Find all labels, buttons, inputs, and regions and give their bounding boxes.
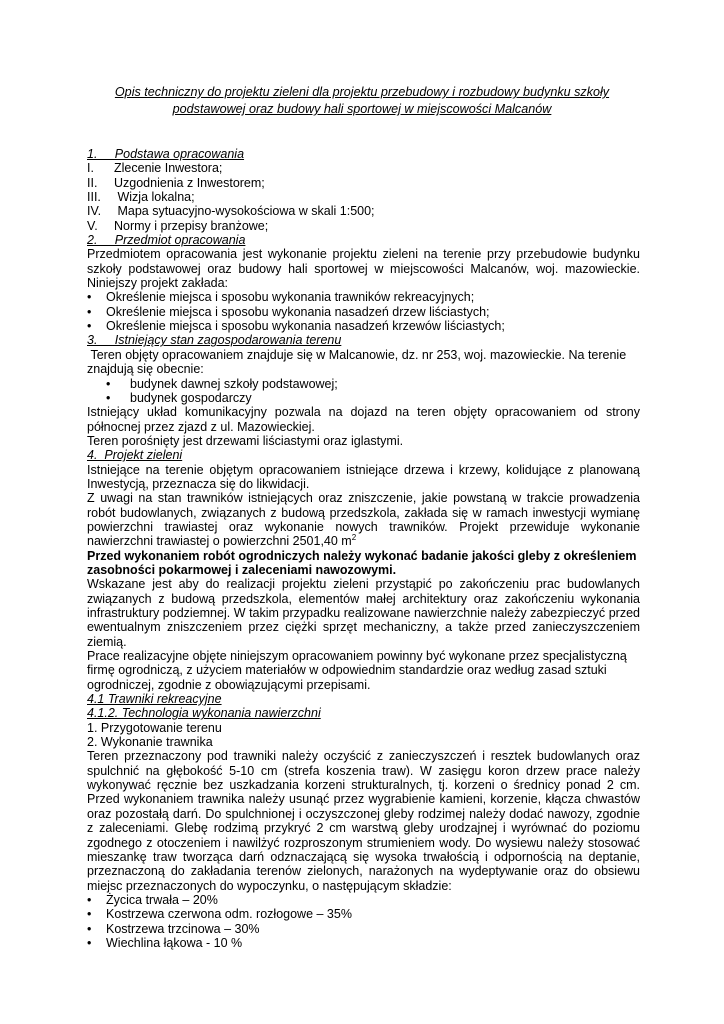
list-item <box>87 161 640 175</box>
list-item <box>87 219 640 233</box>
list-item <box>87 305 640 319</box>
section-3-paragraph: Teren objęty opracowaniem znajduje się w Malcanowie, dz. nr 253, woj. mazowieckie. Na terenie znajdują się obecnie: <box>87 347 630 377</box>
list-item <box>87 893 640 907</box>
bullet-icon: • <box>106 390 111 405</box>
list-text: budynek gospodarczy <box>130 390 252 405</box>
list-text: Wiechlina łąkowa - 10 % <box>106 935 243 950</box>
section-4-paragraph-1: Istniejące na terenie objętym opracowaniem istniejące drzewa i krzewy, kolidujące z planowaną Inwestycją, przeznacza się do likwidacji. <box>87 462 640 491</box>
list-item <box>87 922 640 936</box>
section-4-1-paragraph: Teren przeznaczony pod trawniki należy oczyścić z zanieczyszczeń i resztek budowlanych oraz spulchnić na głębokość 5-10 cm (strefa koszenia traw). W zasięgu koron drzew prace należy wykonywać ręcznie bez uszkadzania korzeni strukturalnych, tj. korzeni o średnicy ponad 2 cm. Przed wykonaniem trawnika należy usunąć przez wygrabienie kamieni, korzenie, kłącza chwastów oraz pozostałą darń. Do spulchnionej i oczyszczonej gleby rodzimej należy dodać nawozy, zgodnie z zaleceniami. Glebę rodzimą przykryć 2 cm warstwą gleby urodzajnej i wyrównać do poziomu zgodnego z otoczeniem i nawilżyć rozproszonym strumieniem wody. Do wysiewu należy stosować mieszankę traw tworząca darń odznaczającą się wysoka trwałością i odpornością na deptanie, przeznaczoną do zakładania terenów zielonych, narażonych na wydeptywanie oraz do obsiewu miejsc przeznaczonych do wypoczynku, o następującym składzie: <box>87 749 640 893</box>
title-line-1: Opis techniczny do projektu zieleni dla projektu przebudowy i rozbudowy budynku szkoły <box>114 85 610 99</box>
section-4-paragraph-4: Prace realizacyjne objęte niniejszym opracowaniem powinny być wykonane przez specjalistyczną firmę ogrodniczą, z użyciem materiałów w odpowiednim standardzie oraz według zasad sztuki ogrodniczej, zgodnie z obowiązującymi przepisami. <box>87 649 627 692</box>
section-4-1-2-heading: 4.1.2. Technologia wykonania nawierzchni <box>87 706 321 721</box>
list-item <box>87 907 640 921</box>
section-2-heading: 2. Przedmiot opracowania <box>87 233 246 248</box>
list-text: Uzgodnienia z Inwestorem; <box>114 175 265 190</box>
section-4-paragraph-3: Wskazane jest aby do realizacji projektu zieleni przystąpić po zakończeniu prac budowlanych związanych z budową przedszkola, elementów małej architektury oraz zakończeniu wykonania infrastruktury podziemnej. W takim przypadku realizowane nawierzchnie należy zabezpieczyć przed ewentualnym zniszczeniem przez ciężki sprzęt mechaniczny, a także przed zanieczyszczeniem ziemią. <box>87 577 640 649</box>
list-text: Kostrzewa czerwona odm. rozłogowe – 35% <box>106 907 352 922</box>
bullet-icon: • <box>87 892 92 907</box>
list-item <box>87 936 640 950</box>
section-4-heading: 4. Projekt zieleni <box>87 448 183 463</box>
list-item <box>87 391 640 405</box>
list-text: Mapa sytuacyjno-wysokościowa w skali 1:500; <box>114 204 375 219</box>
list-text: Zlecenie Inwestora; <box>114 161 223 176</box>
bullet-icon: • <box>87 921 92 936</box>
section-2-paragraph: Przedmiotem opracowania jest wykonanie projektu zieleni na terenie przy przebudowie budynku szkoły podstawowej oraz budowy hali sportowej w miejscowości Malcanów, woj. mazowieckie. Niniejszy projekt zakłada: <box>87 247 640 291</box>
list-text: Kostrzewa trzcinowa – 30% <box>106 921 260 936</box>
list-item <box>87 377 640 391</box>
list-text: Normy i przepisy branżowe; <box>114 218 269 233</box>
bullet-icon: • <box>87 935 92 950</box>
list-text: Określenie miejsca i sposobu wykonania trawników rekreacyjnych; <box>106 290 475 305</box>
step-item: 2. Wykonanie trawnika <box>87 735 213 750</box>
list-item <box>87 290 640 304</box>
list-item <box>87 190 640 204</box>
list-number: III. <box>87 190 101 205</box>
list-item <box>87 176 640 190</box>
unit-superscript: 2 <box>351 533 357 543</box>
bullet-icon: • <box>87 290 92 305</box>
bullet-icon: • <box>87 304 92 319</box>
list-number: I. <box>87 161 94 176</box>
step-item: 1. Przygotowanie terenu <box>87 720 222 735</box>
list-text: Życica trwała – 20% <box>106 892 218 907</box>
bullet-icon: • <box>87 907 92 922</box>
bullet-icon: • <box>87 319 92 334</box>
list-text: Określenie miejsca i sposobu wykonania nasadzeń drzew liściastych; <box>106 304 490 319</box>
list-item <box>87 319 640 333</box>
section-1-heading: 1. Podstawa opracowania <box>87 147 245 161</box>
list-text: Wizja lokalna; <box>114 190 195 205</box>
list-item <box>87 204 640 218</box>
section-4-paragraph-2 <box>87 491 640 548</box>
list-number: IV. <box>87 204 102 219</box>
list-number: V. <box>87 218 98 233</box>
document-body <box>87 147 640 950</box>
document-title <box>88 84 636 118</box>
title-line-2: podstawowej oraz budowy hali sportowej w miejscowości Malcanów <box>172 102 552 116</box>
list-text: Określenie miejsca i sposobu wykonania nasadzeń krzewów liściastych; <box>106 319 505 334</box>
list-number: II. <box>87 175 98 190</box>
section-3-heading: 3. Istniejący stan zagospodarowania terenu <box>87 333 342 348</box>
section-3-paragraph-2: Istniejący układ komunikacyjny pozwala na dojazd na teren objęty opracowaniem od strony północnej przez zjazd z ul. Mazowieckiej. <box>87 405 640 434</box>
list-text: budynek dawnej szkoły podstawowej; <box>130 376 338 391</box>
soil-test-notice: Przed wykonaniem robót ogrodniczych należy wykonać badanie jakości gleby z określeniem zasobności pokarmowej i zaleceniami nawozowymi. <box>87 548 637 577</box>
paragraph-text: Z uwagi na stan trawników istniejących oraz zniszczenie, jakie powstaną w trakcie prowadzenia robót budowlanych, związanych z budową przedszkola, zakłada się w ramach inwestycji wymianę powierzchni trawiastej oraz wykonanie nowych trawników. Projekt przewiduje wykonanie nawierzchni trawiastej o powierzchni 2501,40 m <box>87 491 640 549</box>
bullet-icon: • <box>106 376 111 391</box>
section-3-paragraph-3: Teren porośnięty jest drzewami liściastymi oraz iglastymi. <box>87 433 404 448</box>
section-4-1-heading: 4.1 Trawniki rekreacyjne <box>87 692 222 707</box>
